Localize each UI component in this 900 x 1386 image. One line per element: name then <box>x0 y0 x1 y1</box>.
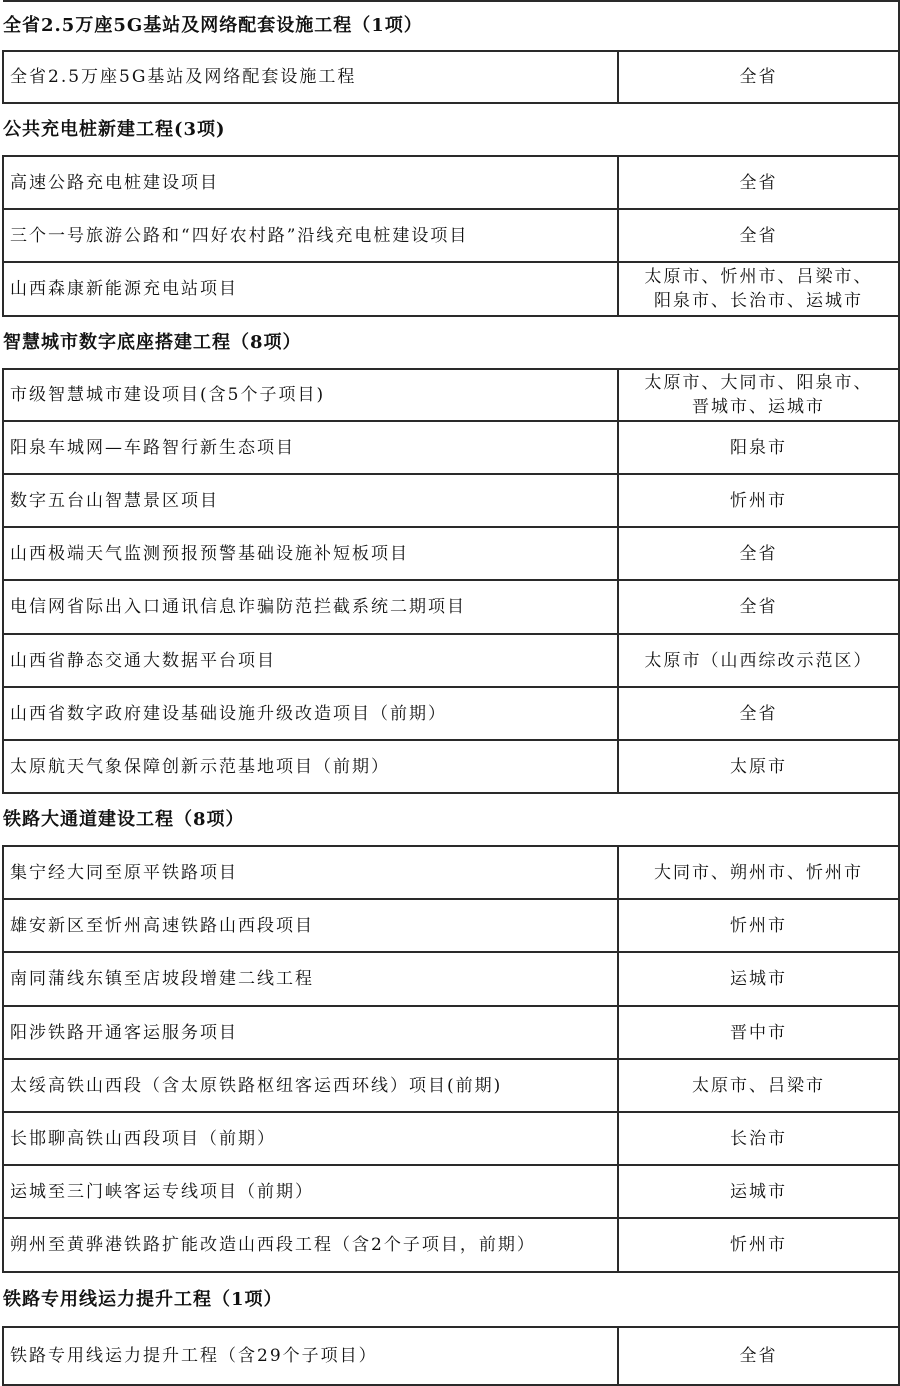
location-line: 阳泉市 <box>730 437 787 458</box>
location-cell <box>618 474 899 527</box>
location-cell <box>618 580 899 634</box>
location-line: 全省 <box>739 597 778 617</box>
location-line: 忻州市 <box>730 915 787 936</box>
location-cell <box>618 634 899 687</box>
table-row <box>3 262 899 316</box>
location-cell <box>618 1165 899 1218</box>
project-name-cell: 全省2.5万座5G基站及网络配套设施工程 <box>3 51 618 103</box>
location-cell <box>618 527 899 580</box>
project-name-cell: 运城至三门峡客运专线项目（前期） <box>3 1165 618 1218</box>
project-name-cell: 阳涉铁路开通客运服务项目 <box>3 1006 618 1059</box>
location-cell <box>618 262 899 316</box>
location-line: 太原市、忻州市、吕梁市、 <box>644 267 873 287</box>
project-name-cell: 山西省数字政府建设基础设施升级改造项目（前期） <box>3 687 618 740</box>
table-row <box>3 1112 899 1165</box>
section-header-row <box>3 1 899 51</box>
location-cell <box>618 952 899 1006</box>
location-cell <box>618 1112 899 1165</box>
location-cell <box>618 1218 899 1272</box>
location-line: 运城市 <box>730 1181 787 1202</box>
table-row <box>3 209 899 262</box>
location-cell <box>618 421 899 474</box>
project-name-cell: 电信网省际出入口通讯信息诈骗防范拦截系统二期项目 <box>3 580 618 634</box>
table-row <box>3 51 899 103</box>
project-name-cell: 铁路专用线运力提升工程（含29个子项目） <box>3 1327 618 1385</box>
location-line: 阳泉市、长治市、运城市 <box>654 291 863 311</box>
project-name-cell: 南同蒲线东镇至店坡段增建二线工程 <box>3 952 618 1006</box>
project-name-cell: 雄安新区至忻州高速铁路山西段项目 <box>3 899 618 952</box>
location-cell <box>618 740 899 793</box>
location-cell <box>618 51 899 103</box>
location-line: 太原市、大同市、阳泉市、 <box>644 373 873 393</box>
table-row <box>3 740 899 793</box>
location-line: 全省 <box>739 225 778 246</box>
section-title: 铁路专用线运力提升工程（1项） <box>3 1272 899 1327</box>
table-row <box>3 846 899 899</box>
project-name-cell: 山西省静态交通大数据平台项目 <box>3 634 618 687</box>
project-name-cell: 太原航天气象保障创新示范基地项目（前期） <box>3 740 618 793</box>
location-cell <box>618 687 899 740</box>
section-header-row <box>3 793 899 846</box>
location-line: 长治市 <box>730 1128 787 1149</box>
location-line: 大同市、朔州市、忻州市 <box>654 862 863 883</box>
location-line: 晋中市 <box>730 1022 787 1043</box>
location-line: 太原市、吕梁市 <box>692 1075 825 1096</box>
section-title: 公共充电桩新建工程(3项) <box>3 103 899 156</box>
table-row <box>3 474 899 527</box>
project-name-cell: 山西极端天气监测预报预警基础设施补短板项目 <box>3 527 618 580</box>
table-row <box>3 1327 899 1385</box>
project-name-cell: 高速公路充电桩建设项目 <box>3 156 618 209</box>
table-row <box>3 952 899 1006</box>
project-name-cell: 市级智慧城市建设项目(含5个子项目) <box>3 369 618 421</box>
location-line: 全省 <box>739 1346 778 1366</box>
location-line: 全省 <box>739 703 778 724</box>
location-line: 太原市（山西综改示范区） <box>644 650 873 671</box>
project-name-cell: 山西森康新能源充电站项目 <box>3 262 618 316</box>
table-row <box>3 1165 899 1218</box>
project-name-cell: 三个一号旅游公路和“四好农村路”沿线充电桩建设项目 <box>3 209 618 262</box>
location-line: 全省 <box>739 543 778 564</box>
section-header-row <box>3 316 899 369</box>
section-title: 智慧城市数字底座搭建工程（8项） <box>3 316 899 369</box>
table-row <box>3 634 899 687</box>
location-line: 全省 <box>739 67 778 87</box>
project-name-cell: 阳泉车城网—车路智行新生态项目 <box>3 421 618 474</box>
project-name-cell: 朔州至黄骅港铁路扩能改造山西段工程（含2个子项目，前期） <box>3 1218 618 1272</box>
location-cell <box>618 209 899 262</box>
location-cell <box>618 1059 899 1112</box>
project-name-cell: 集宁经大同至原平铁路项目 <box>3 846 618 899</box>
location-line: 晋城市、运城市 <box>692 397 825 417</box>
section-header-row <box>3 1272 899 1327</box>
table-row <box>3 899 899 952</box>
project-table <box>2 0 900 1386</box>
table-row <box>3 156 899 209</box>
table-row <box>3 580 899 634</box>
location-line: 全省 <box>739 172 778 193</box>
location-line: 运城市 <box>730 969 787 989</box>
location-line: 忻州市 <box>730 490 787 511</box>
project-name-cell: 太绥高铁山西段（含太原铁路枢纽客运西环线）项目(前期) <box>3 1059 618 1112</box>
section-header-row <box>3 103 899 156</box>
location-line: 忻州市 <box>730 1235 787 1255</box>
table-row <box>3 369 899 421</box>
section-title: 铁路大通道建设工程（8项） <box>3 793 899 846</box>
table-row <box>3 1218 899 1272</box>
location-cell <box>618 156 899 209</box>
project-name-cell: 数字五台山智慧景区项目 <box>3 474 618 527</box>
table-row <box>3 1006 899 1059</box>
project-name-cell: 长邯聊高铁山西段项目（前期） <box>3 1112 618 1165</box>
section-title: 全省2.5万座5G基站及网络配套设施工程（1项） <box>3 1 899 51</box>
table-row <box>3 421 899 474</box>
table-row <box>3 687 899 740</box>
location-cell <box>618 1006 899 1059</box>
location-line: 太原市 <box>730 756 787 777</box>
location-cell <box>618 1327 899 1385</box>
location-cell <box>618 899 899 952</box>
location-cell <box>618 846 899 899</box>
table-row <box>3 1059 899 1112</box>
project-table-body <box>3 1 899 1385</box>
table-row <box>3 527 899 580</box>
location-cell <box>618 369 899 421</box>
